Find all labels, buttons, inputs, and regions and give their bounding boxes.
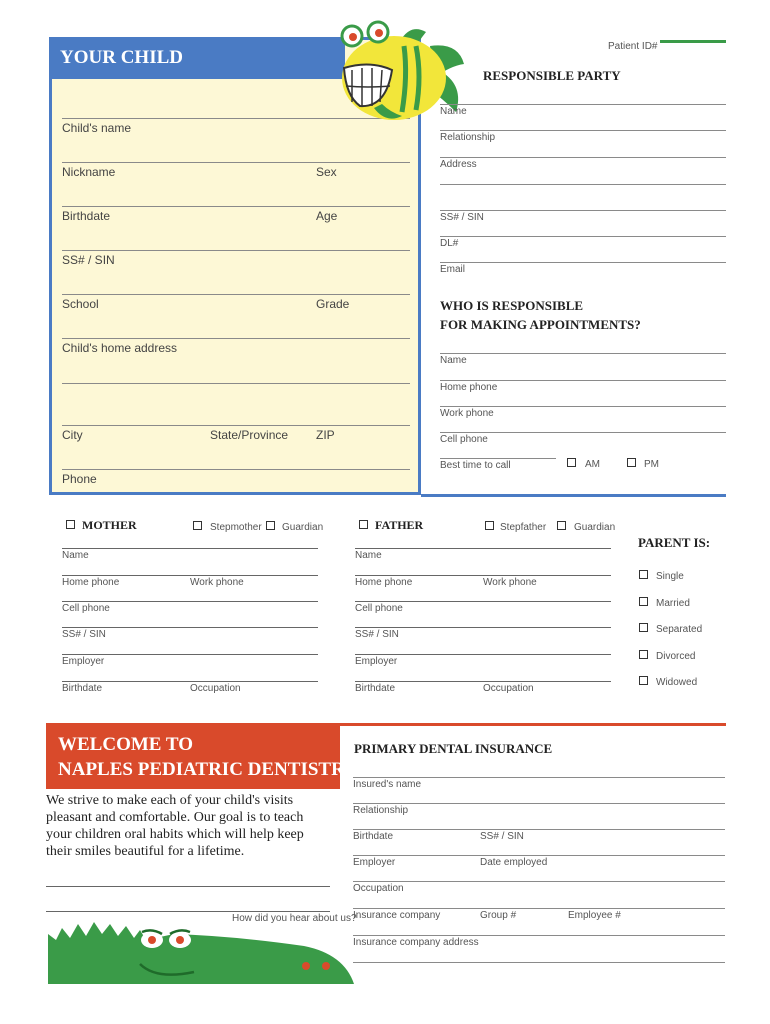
ins-insured-line[interactable] [353, 777, 725, 778]
alligator-mascot-icon [44, 918, 356, 990]
father-name-line[interactable] [355, 548, 611, 549]
ins-employee-label: Employee # [568, 910, 621, 921]
state-label: State/Province [210, 428, 289, 442]
birthdate-label: Birthdate [62, 209, 111, 223]
mother-checkbox[interactable] [66, 520, 75, 529]
mother-ssn-label: SS# / SIN [62, 629, 106, 640]
father-phone-line[interactable] [355, 575, 611, 576]
mother-work-phone-label: Work phone [190, 577, 244, 588]
stepmother-label: Stepmother [210, 522, 262, 533]
ins-birthdate-line[interactable] [353, 829, 725, 830]
father-ssn-line[interactable] [355, 627, 611, 628]
red-divider [340, 723, 726, 726]
mother-guardian-checkbox[interactable] [266, 521, 275, 530]
father-checkbox[interactable] [359, 520, 368, 529]
home-address-line-2[interactable] [62, 383, 410, 384]
nickname-line[interactable] [62, 162, 410, 163]
childs-name-label: Child's name [62, 121, 131, 135]
ap-name-label: Name [440, 355, 467, 366]
parent-is-title: PARENT IS: [638, 535, 711, 550]
appointments-title-1: WHO IS RESPONSIBLE [440, 298, 584, 313]
divorced-label: Divorced [656, 651, 696, 662]
am-checkbox[interactable] [567, 458, 576, 467]
city-label: City [62, 428, 83, 442]
ins-company-address-line[interactable] [353, 935, 725, 936]
referral-line-1[interactable] [46, 886, 330, 887]
rp-address-line[interactable] [440, 157, 726, 158]
ins-employer-label: Employer [353, 857, 396, 868]
home-address-label: Child's home address [62, 341, 178, 355]
rp-relationship-line[interactable] [440, 130, 726, 131]
father-guardian-label: Guardian [574, 522, 616, 533]
responsible-party-title: RESPONSIBLE PARTY [483, 68, 621, 83]
stepmother-checkbox[interactable] [193, 521, 202, 530]
nickname-label: Nickname [62, 165, 116, 179]
city-line[interactable] [62, 425, 410, 426]
rp-address-label: Address [440, 159, 477, 170]
ap-home-phone-line[interactable] [440, 380, 726, 381]
rp-ssn-line[interactable] [440, 210, 726, 211]
ap-work-phone-label: Work phone [440, 408, 494, 419]
insurance-title: PRIMARY DENTAL INSURANCE [354, 741, 553, 756]
rp-name-label: Name [440, 106, 467, 117]
mother-birthdate-label: Birthdate [62, 683, 103, 694]
father-name-label: Name [355, 550, 382, 561]
your-child-title: YOUR CHILD [60, 47, 183, 68]
father-ssn-label: SS# / SIN [355, 629, 399, 640]
am-label: AM [585, 459, 600, 470]
section-divider-blue [421, 494, 726, 497]
welcome-body-4: their smiles beautiful for a lifetime. [46, 844, 245, 859]
ins-birthdate-label: Birthdate [353, 831, 394, 842]
phone-line[interactable] [62, 469, 410, 470]
patient-id-field[interactable] [660, 40, 726, 43]
rp-dl-line[interactable] [440, 236, 726, 237]
patient-id-label: Patient ID# [608, 41, 658, 52]
father-cell-label: Cell phone [355, 603, 403, 614]
appointments-title-2: FOR MAKING APPOINTMENTS? [440, 317, 641, 332]
ins-relationship-label: Relationship [353, 805, 409, 816]
father-title: FATHER [375, 518, 424, 532]
school-line[interactable] [62, 294, 410, 295]
mother-title: MOTHER [82, 518, 137, 532]
widowed-checkbox[interactable] [639, 676, 648, 685]
ap-cell-phone-label: Cell phone [440, 434, 488, 445]
rp-address-line-2[interactable] [440, 184, 726, 185]
single-label: Single [656, 571, 684, 582]
zip-label: ZIP [316, 428, 335, 442]
grade-label: Grade [316, 297, 350, 311]
ins-company-address-label: Insurance company address [353, 937, 479, 948]
ap-home-phone-label: Home phone [440, 382, 498, 393]
age-label: Age [316, 209, 338, 223]
pm-checkbox[interactable] [627, 458, 636, 467]
mother-employer-line[interactable] [62, 654, 318, 655]
ins-date-employed-label: Date employed [480, 857, 548, 868]
rp-ssn-label: SS# / SIN [440, 212, 484, 223]
welcome-line-2: NAPLES PEDIATRIC DENTISTRY! [58, 759, 365, 780]
ap-cell-phone-line[interactable] [440, 432, 726, 433]
ap-work-phone-line[interactable] [440, 406, 726, 407]
single-checkbox[interactable] [639, 570, 648, 579]
father-birthdate-label: Birthdate [355, 683, 396, 694]
mother-name-label: Name [62, 550, 89, 561]
father-employer-line[interactable] [355, 654, 611, 655]
mother-guardian-label: Guardian [282, 522, 324, 533]
divorced-checkbox[interactable] [639, 650, 648, 659]
married-checkbox[interactable] [639, 597, 648, 606]
birthdate-line[interactable] [62, 206, 410, 207]
ssn-label: SS# / SIN [62, 253, 115, 267]
rp-email-label: Email [440, 264, 466, 275]
mother-birthdate-line[interactable] [62, 681, 318, 682]
widowed-label: Widowed [656, 677, 698, 688]
school-label: School [62, 297, 99, 311]
father-home-phone-label: Home phone [355, 577, 413, 588]
ins-occupation-line[interactable] [353, 881, 725, 882]
separated-label: Separated [656, 624, 703, 635]
ins-company-label: Insurance company [353, 910, 441, 921]
rp-relationship-label: Relationship [440, 132, 496, 143]
referral-line-2[interactable] [46, 911, 330, 912]
ap-best-time-line[interactable] [440, 458, 556, 459]
home-address-line[interactable] [62, 338, 410, 339]
pm-label: PM [644, 459, 659, 470]
phone-label: Phone [62, 472, 97, 486]
father-cell-line[interactable] [355, 601, 611, 602]
mother-ssn-line[interactable] [62, 627, 318, 628]
stepfather-label: Stepfather [500, 522, 547, 533]
ssn-line[interactable] [62, 250, 410, 251]
ins-company-address-line-2[interactable] [353, 962, 725, 963]
father-employer-label: Employer [355, 656, 398, 667]
ins-group-label: Group # [480, 910, 517, 921]
rp-name-line[interactable] [440, 104, 726, 105]
welcome-body-2: pleasant and comfortable. Our goal is to teach [46, 810, 304, 825]
father-work-phone-label: Work phone [483, 577, 537, 588]
welcome-body-3: your children oral habits which will help keep [46, 827, 304, 842]
welcome-body-1: We strive to make each of your child's visits [46, 793, 294, 808]
father-occupation-label: Occupation [483, 683, 534, 694]
ins-insured-label: Insured's name [353, 779, 422, 790]
sex-label: Sex [316, 165, 337, 179]
married-label: Married [656, 598, 690, 609]
mother-cell-label: Cell phone [62, 603, 110, 614]
separated-checkbox[interactable] [639, 623, 648, 632]
mother-name-line[interactable] [62, 548, 318, 549]
ins-ssn-label: SS# / SIN [480, 831, 524, 842]
stepfather-checkbox[interactable] [485, 521, 494, 530]
mother-employer-label: Employer [62, 656, 105, 667]
rp-email-line[interactable] [440, 262, 726, 263]
rp-dl-label: DL# [440, 238, 459, 249]
mother-cell-line[interactable] [62, 601, 318, 602]
ap-name-line[interactable] [440, 353, 726, 354]
mother-phone-line[interactable] [62, 575, 318, 576]
ins-occupation-label: Occupation [353, 883, 404, 894]
ins-company-line[interactable] [353, 908, 725, 909]
mother-occupation-label: Occupation [190, 683, 241, 694]
welcome-line-1: WELCOME TO [58, 734, 193, 755]
father-birthdate-line[interactable] [355, 681, 611, 682]
hear-about-label: How did you hear about us? [232, 913, 357, 924]
ap-best-time-label: Best time to call [440, 460, 511, 471]
ins-employer-line[interactable] [353, 855, 725, 856]
mother-home-phone-label: Home phone [62, 577, 120, 588]
ins-relationship-line[interactable] [353, 803, 725, 804]
father-guardian-checkbox[interactable] [557, 521, 566, 530]
